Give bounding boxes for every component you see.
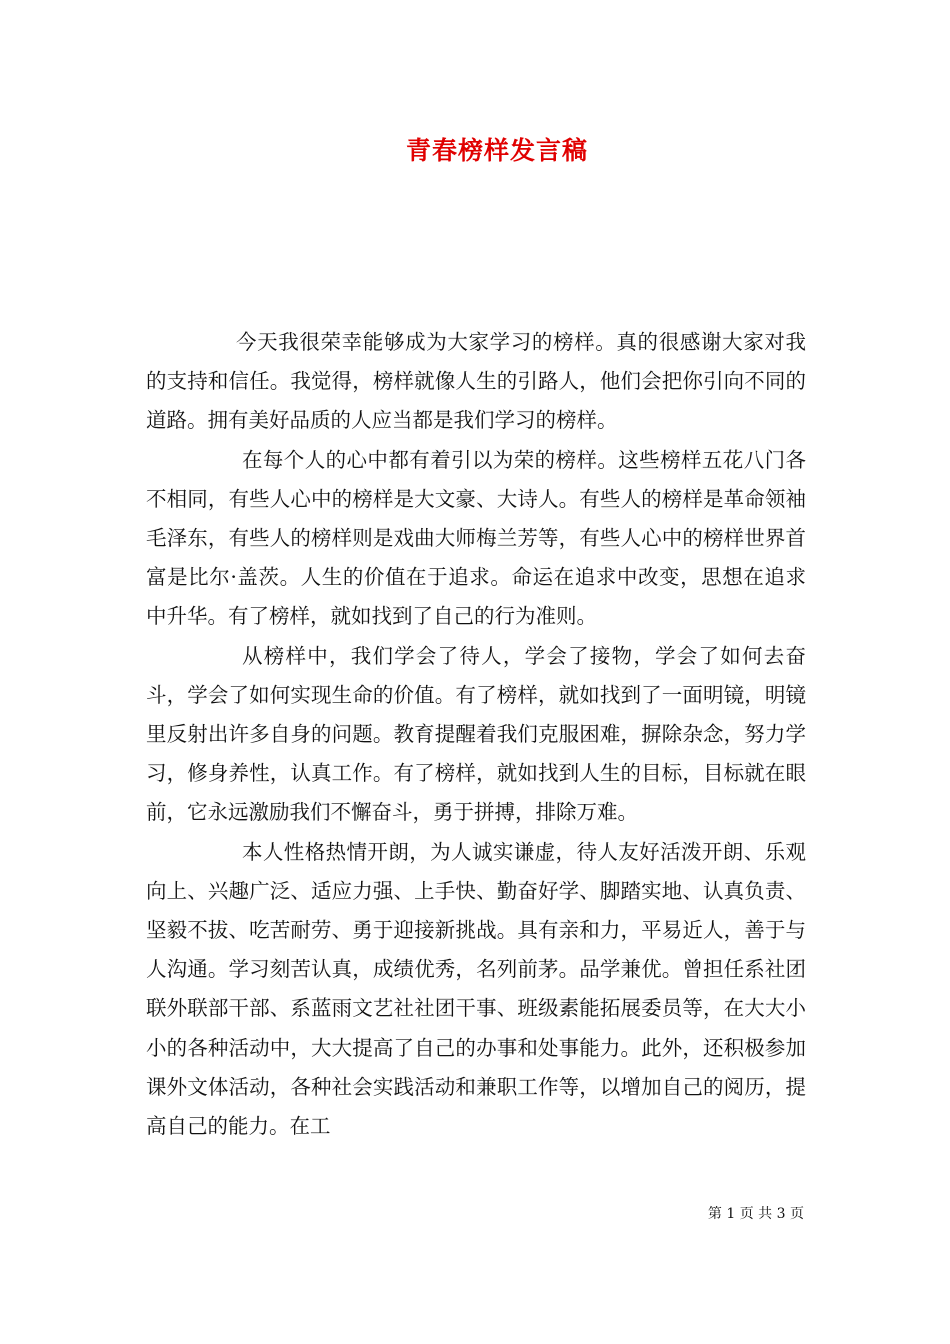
paragraph-2: 在每个人的心中都有着引以为荣的榜样。这些榜样五花八门各不相同，有些人心中的榜样是大文豪、大诗人。有些人的榜样是革命领袖毛泽东，有些人的榜样则是戏曲大师梅兰芳等，有些人心中的榜样世界首富是比尔·盖茨。人生的价值在于追求。命运在追求中改变，思想在追求中升华。有了榜样，就如找到了自己的行为准则。: [146, 447, 806, 629]
document-title: 青春榜样发言稿: [405, 136, 588, 165]
paragraph-1: 今天我很荣幸能够成为大家学习的榜样。真的很感谢大家对我的支持和信任。我觉得，榜样就像人生的引路人，他们会把你引向不同的道路。拥有美好品质的人应当都是我们学习的榜样。: [146, 330, 806, 433]
paragraph-4: 本人性格热情开朗，为人诚实谦虚，待人友好活泼开朗、乐观向上、兴趣广泛、适应力强、上手快、勤奋好学、脚踏实地、认真负责、坚毅不拔、吃苦耐劳、勇于迎接新挑战。具有亲和力，平易近人，善于与人沟通。学习刻苦认真，成绩优秀，名列前茅。品学兼优。曾担任系社团联外联部干部、系蓝雨文艺社社团干事、班级素能拓展委员等，在大大小小的各种活动中，大大提高了自己的办事和处事能力。此外，还积极参加课外文体活动，各种社会实践活动和兼职工作等，以增加自己的阅历，提高自己的能力。在工: [146, 839, 806, 1139]
document-body: [146, 323, 806, 1146]
paragraph-3: 从榜样中，我们学会了待人，学会了接物，学会了如何去奋斗，学会了如何实现生命的价值。有了榜样，就如找到了一面明镜，明镜里反射出许多自身的问题。教育提醒着我们克服困难，摒除杂念，努力学习，修身养性，认真工作。有了榜样，就如找到人生的目标，目标就在眼前，它永远激励我们不懈奋斗，勇于拼搏，排除万难。: [146, 643, 806, 825]
page-number: 第 1 页 共 3 页: [707, 1206, 804, 1222]
